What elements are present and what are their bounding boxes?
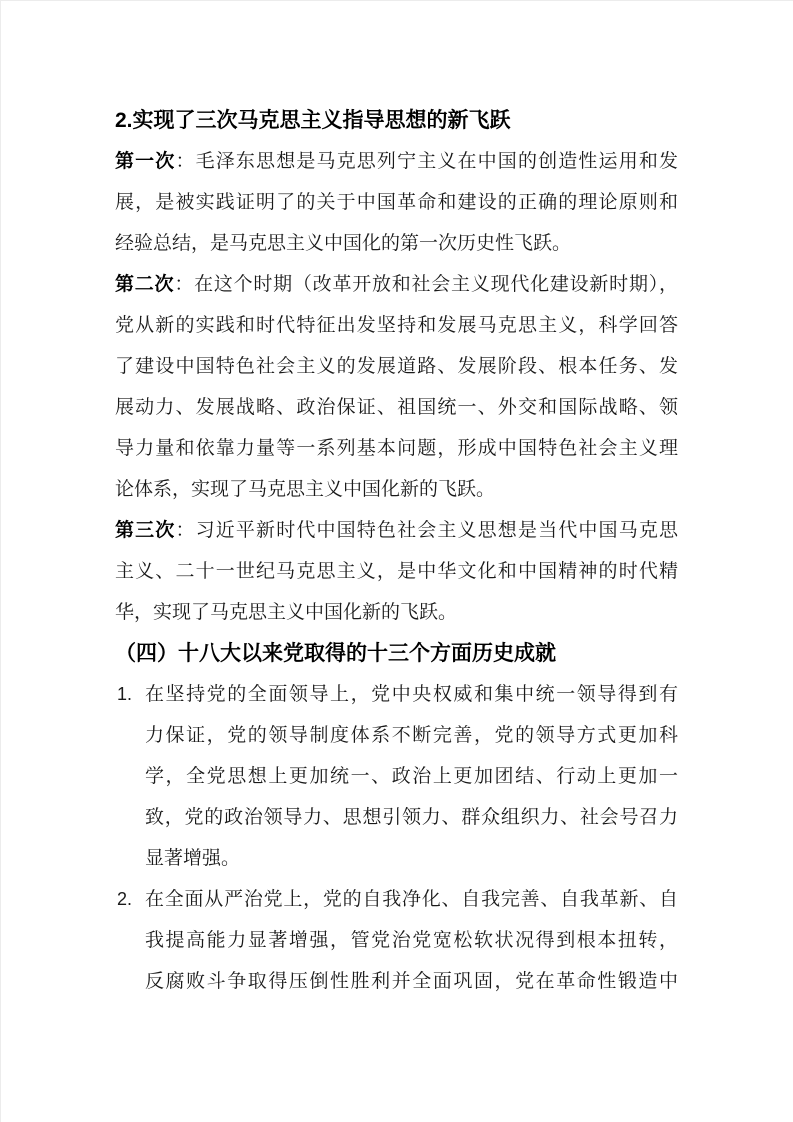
paragraph-line <box>115 469 678 510</box>
list-item-line <box>115 879 678 920</box>
paragraph-lead: 第三次 <box>115 520 176 541</box>
section-heading-achievements: （四）十八大以来党取得的十三个方面历史成就 <box>115 642 556 665</box>
list-item-text: 显著增强。 <box>145 848 241 869</box>
paragraph-line <box>115 551 678 592</box>
list-item-text: 反腐败斗争取得压倒性胜利并全面巩固，党在革命性锻造中 <box>145 971 678 992</box>
list-item-text: 学，全党思想上更加统一、政治上更加团结、行动上更加一 <box>145 766 678 787</box>
list-item-line <box>115 797 678 838</box>
list-item-text: 在坚持党的全面领导上，党中央权威和集中统一领导得到有 <box>145 684 678 705</box>
list-item-text: 在全面从严治党上，党的自我净化、自我完善、自我革新、自 <box>145 889 678 910</box>
paragraph-line <box>115 141 678 182</box>
list-item-number: 2. <box>117 889 133 909</box>
paragraph-line <box>115 387 678 428</box>
paragraph-text: 导力量和依靠力量等一系列基本问题，形成中国特色社会主义理 <box>115 438 678 459</box>
paragraph-text: 主义、二十一世纪马克思主义，是中华文化和中国精神的时代精 <box>115 561 678 582</box>
paragraph-text: 党从新的实践和时代特征出发坚持和发展马克思主义，科学回答 <box>115 315 678 336</box>
paragraph-line <box>115 264 678 305</box>
list-item-text: 我提高能力显著增强，管党治党宽松软状况得到根本扭转， <box>145 930 678 951</box>
list-item-text: 力保证，党的领导制度体系不断完善，党的领导方式更加科 <box>145 725 678 746</box>
section-heading-flight: 2.实现了三次马克思主义指导思想的新飞跃 <box>115 109 511 132</box>
paragraph-line <box>115 592 678 633</box>
paragraph-text: ：习近平新时代中国特色社会主义思想是当代中国马克思 <box>175 520 678 541</box>
paragraph-text: ：在这个时期（改革开放和社会主义现代化建设新时期）， <box>174 274 678 295</box>
list-item-line <box>115 920 678 961</box>
list-item-line <box>115 674 678 715</box>
paragraph-text: 经验总结，是马克思主义中国化的第一次历史性飞跃。 <box>115 233 572 254</box>
paragraph-lead: 第二次 <box>115 274 175 295</box>
paragraph-text: 了建设中国特色社会主义的发展道路、发展阶段、根本任务、发 <box>115 356 678 377</box>
paragraph-text: 华，实现了马克思主义中国化新的飞跃。 <box>115 602 458 623</box>
list-item-text: 致，党的政治领导力、思想引领力、群众组织力、社会号召力 <box>145 807 678 828</box>
paragraphs-container <box>115 141 678 633</box>
document-content <box>115 100 678 1002</box>
list-item-number: 1. <box>117 684 133 704</box>
paragraph-text: 论体系，实现了马克思主义中国化新的飞跃。 <box>115 479 496 500</box>
paragraph-line <box>115 305 678 346</box>
paragraph-line <box>115 428 678 469</box>
paragraph-line <box>115 223 678 264</box>
list-item-line <box>115 961 678 1002</box>
paragraph-text: 展动力、发展战略、政治保证、祖国统一、外交和国际战略、领 <box>115 397 678 418</box>
paragraph-line <box>115 510 678 551</box>
list-container <box>115 674 678 1002</box>
list-item-line <box>115 715 678 756</box>
paragraph-text: 展，是被实践证明了的关于中国革命和建设的正确的理论原则和 <box>115 192 678 213</box>
paragraph-text: ：毛泽东思想是马克思列宁主义在中国的创造性运用和发 <box>175 151 678 172</box>
paragraph-line <box>115 346 678 387</box>
paragraph-line <box>115 182 678 223</box>
list-item-line <box>115 756 678 797</box>
paragraph-lead: 第一次 <box>115 151 176 172</box>
list-item-line <box>115 838 678 879</box>
